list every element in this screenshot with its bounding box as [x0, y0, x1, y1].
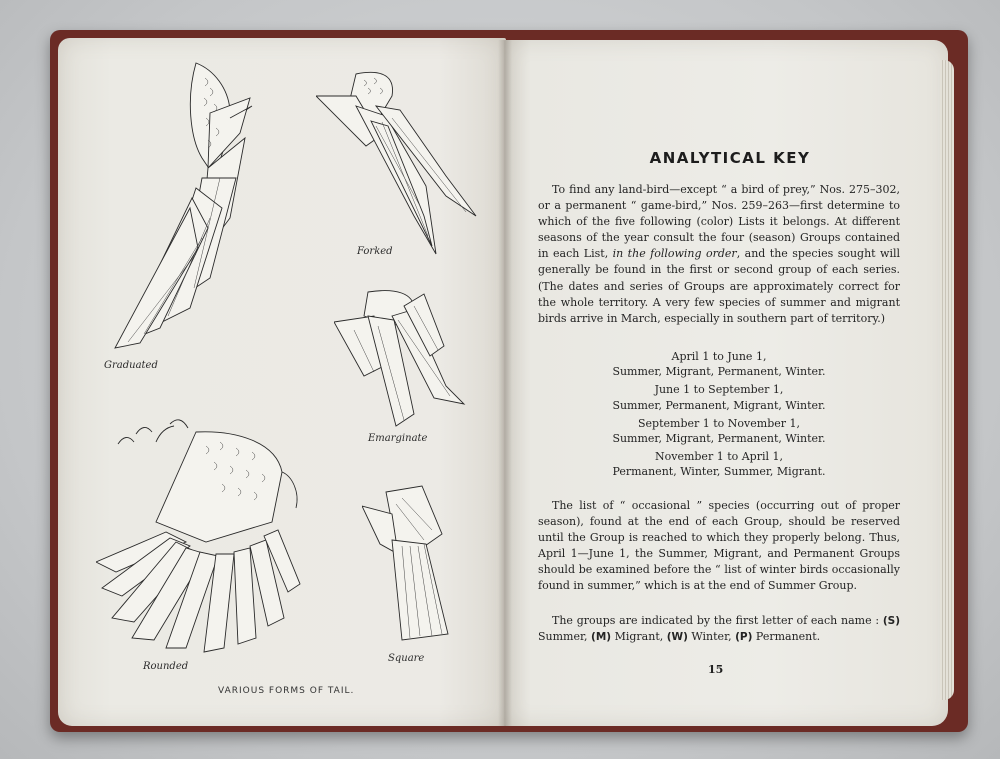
permanent-word: Permanent. — [755, 630, 821, 644]
rounded-tail-illustration — [96, 412, 306, 657]
emarginate-caption: Emarginate — [368, 433, 428, 444]
square-tail-illustration — [362, 484, 452, 644]
schedule-dates: April 1 to June 1, — [671, 350, 767, 363]
schedule-order: Summer, Migrant, Permanent, Winter. — [612, 365, 826, 379]
permanent-key: (P) — [735, 631, 753, 644]
intro-italic-phrase: in the following order — [612, 247, 737, 261]
schedule-order: Summer, Permanent, Migrant, Winter. — [612, 398, 826, 412]
rounded-caption: Rounded — [143, 661, 189, 672]
schedule-item — [538, 449, 900, 479]
schedule-order: Permanent, Winter, Summer, Migrant. — [612, 465, 826, 479]
intro-text-start: To find any land-bird—except “ a bird of prey,” Nos. 275–302, or a permanent “ game-bird,” Nos. 259–263—first determine to which of the five following (color) Lists it belongs. At different seasons of the year consult the four (season) Groups contained in each List, — [538, 183, 900, 261]
schedule-dates: June 1 to September 1, — [654, 383, 784, 397]
graduated-caption: Graduated — [104, 360, 158, 371]
schedule-dates: September 1 to November 1, — [638, 416, 800, 430]
forked-caption: Forked — [357, 246, 393, 257]
graduated-tail-illustration — [110, 58, 260, 358]
migrant-key: (M) — [591, 631, 612, 644]
season-schedule — [538, 349, 900, 483]
forked-tail-illustration — [316, 66, 486, 261]
schedule-item — [538, 349, 900, 379]
plate-title: VARIOUS FORMS OF TAIL. — [218, 686, 355, 696]
schedule-item — [538, 382, 900, 412]
winter-word: Winter, — [691, 630, 732, 644]
schedule-item — [538, 416, 900, 446]
page-edges — [940, 60, 954, 700]
schedule-order: Summer, Migrant, Permanent, Winter. — [612, 432, 826, 446]
occasional-species-paragraph: The list of “ occasional ” species (occurring out of proper season), found at the end of each Group, should be reserved until the Group is reached to which they properly belong. Thus, April 1—June 1, the Summer, Migrant, and Permanent Groups should be examined before the “ list of winter birds occasionally found in summer,” which is at the end of Summer Group. — [538, 499, 900, 593]
summer-word: Summer, — [538, 630, 588, 644]
group-letters-paragraph — [538, 613, 900, 645]
square-caption: Square — [388, 653, 425, 664]
page-heading: ANALYTICAL KEY — [649, 149, 811, 167]
page-number: 15 — [708, 663, 724, 676]
emarginate-tail-illustration — [334, 286, 474, 431]
migrant-word: Migrant, — [614, 630, 664, 644]
intro-text-end: , and the species sought will generally be found in the first or second group of each series. (The dates and series of Groups are approximately correct for the whole territory. A very few species of summer and migrant birds arrive in March, especially in southern part of territory.) — [538, 247, 901, 325]
book-gutter — [498, 40, 512, 726]
group-letters-intro: The groups are indicated by the first letter of each name : — [552, 614, 880, 627]
schedule-dates: November 1 to April 1, — [654, 450, 783, 464]
summer-key: (S) — [882, 615, 900, 627]
winter-key: (W) — [666, 631, 688, 644]
intro-paragraph — [538, 182, 900, 327]
